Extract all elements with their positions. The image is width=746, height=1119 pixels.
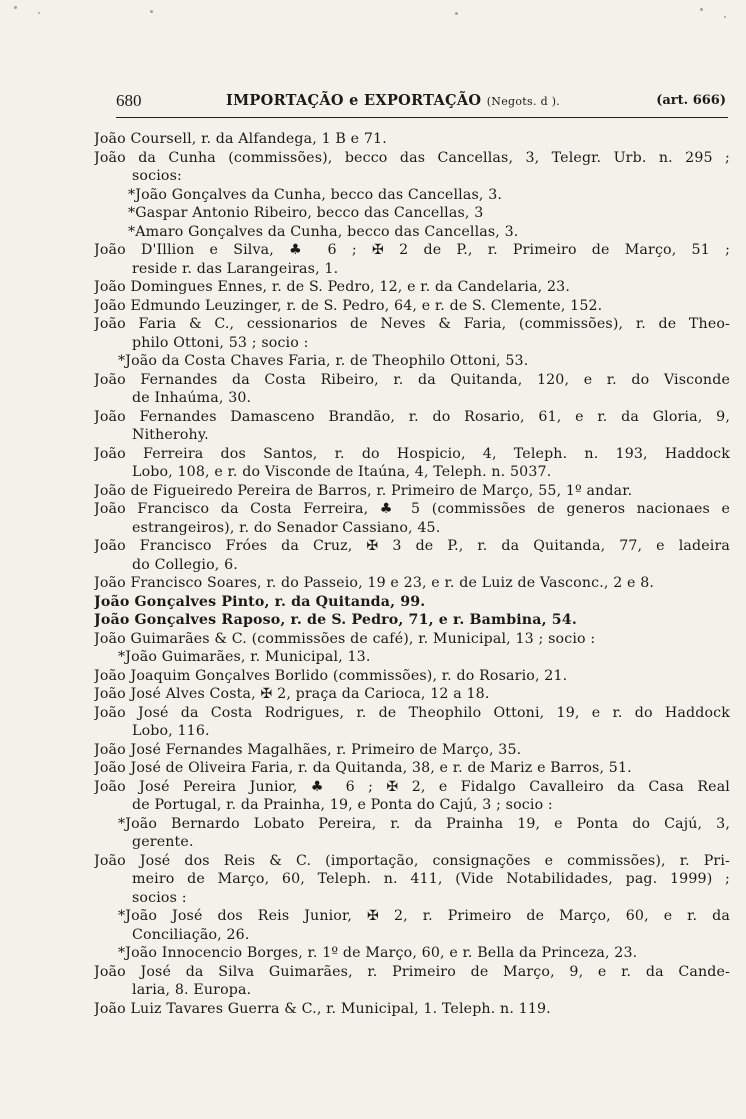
entry-line: laria, 8. Europa. — [132, 982, 252, 998]
entry-line: do Collegio, 6. — [132, 556, 238, 573]
entry-line: João Domingues Ennes, r. de S. Pedro, 12, e r. da Candelaria, 23. — [94, 279, 571, 295]
print-speck — [724, 16, 726, 18]
entry-line: João Coursell, r. da Alfandega, 1 B e 71. — [94, 131, 387, 147]
entry-line: João Fernandes Damasceno Brandão, r. do Rosario, 61, e r. da Gloria, 9, — [94, 408, 730, 425]
entry-line: *João Innocencio Borges, r. 1º de Março, 60, e r. Bella da Princeza, 23. — [118, 945, 638, 961]
entry-line: Conciliação, 26. — [132, 926, 250, 943]
entry-line: socios: — [132, 168, 182, 184]
entry-line: João da Cunha (commissões), becco das Cancellas, 3, Telegr. Urb. n. 295 ; — [94, 149, 730, 166]
running-title — [226, 92, 560, 109]
page-number: 680 — [116, 91, 142, 110]
entry-line: João Gonçalves Pinto, r. da Quitanda, 99. — [94, 593, 426, 610]
entry-line: João Faria & C., cessionarios de Neves & Faria, (commissões), r. de Theo- — [94, 316, 730, 332]
entry-line: João Francisco da Costa Ferreira, ♣ 5 (commissões de generos nacionaes e — [94, 501, 730, 517]
entry-line: João José Alves Costa, ✠ 2, praça da Carioca, 12 a 18. — [94, 686, 490, 702]
entry-line: *João Bernardo Lobato Pereira, r. da Prainha 19, e Ponta do Cajú, 3, — [118, 815, 730, 832]
entry-line: *João José dos Reis Junior, ✠ 2, r. Primeiro de Março, 60, e r. da — [118, 908, 730, 924]
print-speck — [150, 10, 153, 13]
print-speck — [14, 6, 17, 9]
entry-line: João José da Silva Guimarães, r. Primeiro de Março, 9, e r. da Cande- — [94, 963, 730, 980]
entry-line: João José Fernandes Magalhães, r. Primeiro de Março, 35. — [94, 741, 522, 758]
entry-line: estrangeiros), r. do Senador Cassiano, 45. — [132, 519, 441, 536]
entry-line: João Francisco Soares, r. do Passeio, 19 e 23, e r. de Luiz de Vasconc., 2 e 8. — [94, 575, 655, 591]
entry-line: João José Pereira Junior, ♣ 6 ; ✠ 2, e Fidalgo Cavalleiro da Casa Real — [94, 778, 730, 795]
running-title-main: IMPORTAÇÃO e EXPORTAÇÃO — [226, 92, 482, 109]
entry-line: *João Guimarães, r. Municipal, 13. — [118, 649, 371, 665]
entry-line: João Joaquim Gonçalves Borlido (commissões), r. do Rosario, 21. — [94, 667, 568, 684]
article-reference: (art. 666) — [656, 93, 726, 108]
directory-entries — [94, 130, 730, 1018]
entry-line: João Gonçalves Raposo, r. de S. Pedro, 71, e r. Bambina, 54. — [94, 612, 577, 628]
entry-line: gerente. — [132, 834, 194, 850]
entry-line: *João da Costa Chaves Faria, r. de Theophilo Ottoni, 53. — [118, 353, 529, 369]
entry-line: *João Gonçalves da Cunha, becco das Cancellas, 3. — [128, 186, 503, 203]
entry-line: João Edmundo Leuzinger, r. de S. Pedro, 64, e r. de S. Clemente, 152. — [94, 297, 603, 314]
entry-line: João José dos Reis & C. (importação, consignações e commissões), r. Pri- — [94, 852, 730, 869]
entry-line: João José da Costa Rodrigues, r. de Theophilo Ottoni, 19, e r. do Haddock — [94, 704, 730, 721]
entry-line: João D'Illion e Silva, ♣ 6 ; ✠ 2 de P., r. Primeiro de Março, 51 ; — [94, 242, 730, 258]
entry-line: *Gaspar Antonio Ribeiro, becco das Cancellas, 3 — [128, 205, 484, 221]
entry-line: João Fernandes da Costa Ribeiro, r. da Quitanda, 120, e r. do Visconde — [94, 371, 730, 388]
entry-line: de Portugal, r. da Prainha, 19, e Ponta do Cajú, 3 ; socio : — [132, 797, 553, 813]
entry-line: meiro de Março, 60, Teleph. n. 411, (Vide Notabilidades, pag. 1999) ; — [132, 871, 730, 887]
entry-line: João de Figueiredo Pereira de Barros, r. Primeiro de Março, 55, 1º andar. — [94, 482, 633, 499]
entry-line: Lobo, 116. — [132, 723, 210, 739]
page-header — [116, 89, 728, 118]
running-title-note: (Negots. d ). — [486, 95, 561, 108]
entry-line: philo Ottoni, 53 ; socio : — [132, 334, 309, 351]
entry-line: socios : — [132, 889, 187, 906]
entry-line: *Amaro Gonçalves da Cunha, becco das Cancellas, 3. — [128, 223, 519, 240]
entry-line: João Guimarães & C. (commissões de café), r. Municipal, 13 ; socio : — [94, 630, 596, 647]
entry-line: João Ferreira dos Santos, r. do Hospicio, 4, Teleph. n. 193, Haddock — [94, 445, 730, 462]
entry-line: Lobo, 108, e r. do Visconde de Itaúna, 4, Teleph. n. 5037. — [132, 464, 552, 480]
print-speck — [455, 12, 458, 15]
entry-line: Nitherohy. — [132, 427, 209, 443]
print-speck — [700, 8, 703, 11]
entry-line: reside r. das Larangeiras, 1. — [132, 260, 339, 277]
entry-line: João Francisco Fróes da Cruz, ✠ 3 de P., r. da Quitanda, 77, e ladeira — [94, 538, 730, 554]
print-speck — [38, 12, 40, 14]
entry-line: João José de Oliveira Faria, r. da Quitanda, 38, e r. de Mariz e Barros, 51. — [94, 760, 632, 776]
entry-line: João Luiz Tavares Guerra & C., r. Municipal, 1. Teleph. n. 119. — [94, 1000, 551, 1017]
entry-line: de Inhaúma, 30. — [132, 390, 252, 406]
